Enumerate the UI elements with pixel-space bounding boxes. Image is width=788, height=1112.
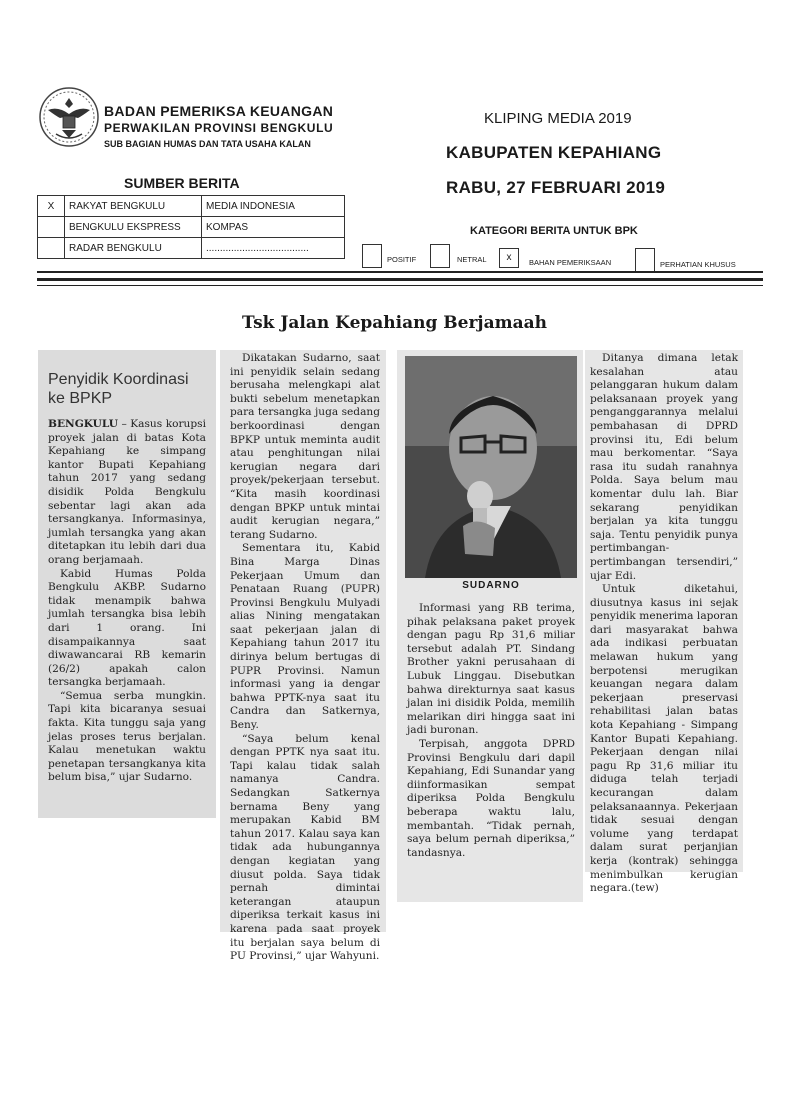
header-divider (37, 271, 763, 273)
article-column-3 (407, 602, 575, 860)
kabupaten-title: KABUPATEN KEPAHIANG (446, 143, 662, 162)
garuda-logo-icon (38, 86, 100, 148)
category-label: PERHATIAN KHUSUS (660, 260, 736, 269)
category-label: NETRAL (457, 255, 487, 264)
source-mark (38, 238, 65, 259)
org-name: BADAN PEMERIKSA KEUANGAN (104, 103, 334, 119)
source-cell: RAKYAT BENGKULU (65, 196, 202, 217)
photo-caption: SUDARNO (462, 580, 520, 591)
header-divider (37, 278, 763, 281)
sudarno-photo (405, 356, 577, 578)
table-row (38, 238, 345, 259)
paragraph: Informasi yang RB terima, pihak pelaksana paket proyek dengan pagu Rp 31,6 miliar tersebut adalah PT. Sindang Brother yakni perusahaan di Lubuk Linggau. Disebutkan bahwa direkturnya saat kasus jalan ini disidik Polda, memilih melarikan diri hingga saat ini jadi buronan. (407, 602, 575, 737)
source-table (37, 195, 345, 259)
kliping-title: KLIPING MEDIA 2019 (484, 110, 632, 127)
article-headline: Tsk Jalan Kepahiang Berjamaah (242, 313, 547, 333)
article-subhead: Penyidik Koordinasi ke BPKP (48, 371, 189, 407)
source-mark (38, 217, 65, 238)
paragraph: “Semua serba mungkin. Tapi kita bicaranya sesuai fakta. Kita tunggu saja yang jelas proses terus berjalan. Kalau menetukan waktu penetapan tersangkanya kita belum bisa,” ujar Sudarno. (48, 689, 206, 784)
table-row (38, 217, 345, 238)
category-checkbox-perhatian-khusus[interactable] (635, 248, 655, 272)
article-column-4 (590, 352, 738, 896)
category-checkbox-bahan-pemeriksaan[interactable]: x (499, 248, 519, 268)
category-label: POSITIF (387, 255, 417, 264)
paragraph: Ditanya dimana letak kesalahan atau pelanggaran hukum dalam pelaksanaan proyek yang penganggarannya melalui pembahasan di DPRD provinsi itu, Edi belum mau berkomentar. “Saya rasa itu sudah ranahnya Polda. Saya belum mau komentar dulu lah. Biar sekarang penyidikan berjalan ya kita tunggu saja. Tentu penyidik punya pertimbangan-pertimbangan tersendiri,” ujar Edi. (590, 352, 738, 582)
table-row (38, 196, 345, 217)
source-mark: X (38, 196, 65, 217)
paragraph: Terpisah, anggota DPRD Provinsi Bengkulu dari dapil Kepahiang, Edi Sunandar yang diinformasikan sempat diperiksa Polda Bengkulu beberapa waktu lalu, membantah. “Tidak pernah, saya belum pernah diperiksa,” tandasnya. (407, 737, 575, 859)
publication-date: RABU, 27 FEBRUARI 2019 (446, 178, 666, 197)
paragraph: – Kasus korupsi proyek jalan di batas Kota Kepahiang ke simpang kantor Bupati Kepahiang tahun 2017 yang sedang disidik Polda Bengkulu sebentar lagi akan ada tersangkanya. Informasinya, jumlah tersangka yang akan ditetapkan itu lebih dari dua orang berjamaah. (48, 418, 206, 566)
org-subdivision: SUB BAGIAN HUMAS DAN TATA USAHA KALAN (104, 139, 311, 149)
header-divider (37, 285, 763, 286)
paragraph: Untuk diketahui, diusutnya kasus ini sejak penyidik menerima laporan dari masyarakat bahwa ada indikasi perbuatan melawan hukum yang berpotensi merugikan keuangan negara dalam pekerjaan preservasi rehabilitasi jalan batas kota Kepahiang - Simpang Kantor Bupati Kepahiang. Pekerjaan dengan nilai pagu Rp 31,6 miliar itu diduga telah terjadi kecurangan dalam pelaksanaannya. Pekerjaan tidak sesuai dengan volume yang terdapat dalam surat perjanjian kerja (kontrak) sehingga menimbulkan kerugian negara.(tew) (590, 583, 738, 895)
category-checkbox-positif[interactable] (362, 244, 382, 268)
source-cell: RADAR BENGKULU (65, 238, 202, 259)
source-cell: MEDIA INDONESIA (202, 196, 345, 217)
org-branch: PERWAKILAN PROVINSI BENGKULU (104, 121, 334, 135)
kategori-title: KATEGORI BERITA UNTUK BPK (470, 225, 638, 237)
sumber-berita-title: SUMBER BERITA (124, 175, 240, 191)
dateline: BENGKULU (48, 418, 118, 430)
category-checkbox-netral[interactable] (430, 244, 450, 268)
category-label: BAHAN PEMERIKSAAN (529, 258, 612, 267)
article-column-1 (48, 418, 206, 785)
source-cell: KOMPAS (202, 217, 345, 238)
paragraph: Dikatakan Sudarno, saat ini penyidik selain sedang berusaha melengkapi alat bukti sebelum menetapkan para tersangka juga sedang berkoordinasi dengan BPKP untuk meminta audit atau penghitungan nilai kerugian negara dari proyek/pekerjaan tersebut. “Kita masih koordinasi dengan BPKP untuk mintai audit kerugian negara,” terang Sudarno. (230, 352, 380, 541)
paragraph: Sementara itu, Kabid Bina Marga Dinas Pekerjaan Umum dan Penataan Ruang (PUPR) Provinsi Bengkulu Mulyadi alias Nining mengatakan saat pekerjaan jalan di Kepahiang tahun 2017 itu dirinya belum bertugas di PUPR Provinsi. Namun informasi yang ia dengar bahwa PPTK-nya saat itu Candra dan Satkernya, Beny. (230, 542, 380, 732)
source-cell: BENGKULU EKSPRESS (65, 217, 202, 238)
paragraph: “Saya belum kenal dengan PPTK nya saat itu. Tapi kalau tidak salah namanya Candra. Sedangkan Satkernya bernama Beny yang merupakan Kabid BM tahun 2017. Kalau saya kan tidak ada hubungannya dengan kegiatan yang diusut polda. Saya tidak pernah dimintai keterangan ataupun diperiksa terkait kasus ini karena pada saat proyek itu berjalan saya belum di PU Provinsi,” ujar Wahyuni. (230, 732, 380, 963)
article-column-2 (230, 352, 380, 964)
source-cell: ..................................... (202, 238, 345, 259)
paragraph: Kabid Humas Polda Bengkulu AKBP. Sudarno tidak menampik bahwa jumlah tersangka bisa lebih dari 1 orang. Ini disampaikannya saat diwawancarai RB kemarin (26/2) apakah calon tersangka berjamaah. (48, 567, 206, 689)
